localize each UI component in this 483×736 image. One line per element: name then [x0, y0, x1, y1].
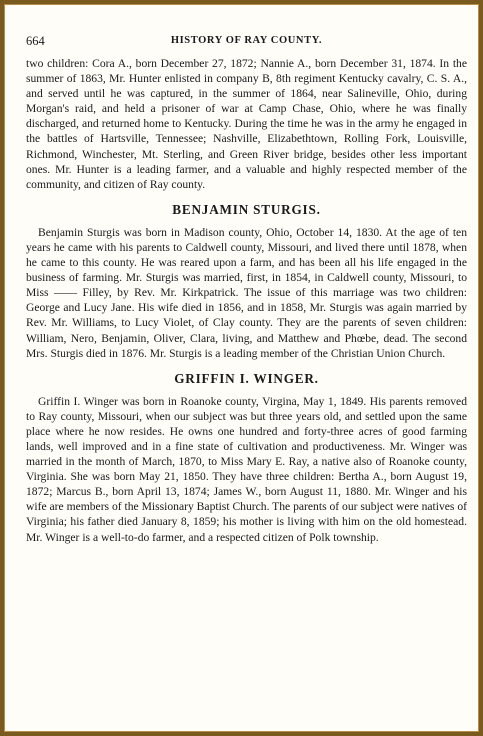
book-page — [26, 34, 467, 545]
page-header — [26, 34, 467, 56]
page-number: 664 — [26, 34, 45, 48]
running-title: HISTORY OF RAY COUNTY. — [170, 35, 323, 46]
hunter-biography-paragraph: two children: Cora A., born December 27, 1872; Nannie A., born December 31, 1874. In the summer of 1863, Mr. Hunter enlisted in company B, 8th regiment Kentucky cavalry, C. S. A., and served until he was captured, in the summer of 1864, near Salineville, Ohio, during Morgan's raid, and held a prisoner of war at Camp Chase, Ohio, where he was finally discharged, and returned home to Kentucky. During the time he was in the army he engaged in the battles of Hartsville, Tennessee; Nashville, Elizabethtown, Rolling Fork, Louisville, Richmond, Winchester, Mt. Sterling, and Green River bridge, besides other less important ones. Mr. Hunter is a leading farmer, and a valuable and highly respected member of the community, and citizen of Ray county. — [26, 57, 467, 191]
winger-section-title: GRIFFIN I. WINGER. — [174, 370, 319, 386]
sturgis-biography-paragraph: Benjamin Sturgis was born in Madison county, Ohio, October 14, 1830. At the age of ten years he came with his parents to Caldwell county, Missouri, and lived there until 1878, when he came to this county. He was reared upon a farm, and has been all his life engaged in the business of farming. Mr. Sturgis was married, first, in 1854, in Caldwell county, Missouri, to Miss —— Filley, by Rev. Mr. Kirkpatrick. The issue of this marriage was two children: George and Lucy Jane. His wife died in 1856, and in 1858, Mr. Sturgis was again married by Rev. Mr. Williams, to Lucy Violet, of Clay county. They are the parents of seven children: William, Nero, Benjamin, Oliver, Clara, living, and Matthew and Phœbe, dead. The second Mrs. Sturgis died in 1876. Mr. Sturgis is a leading member of the Christian Union Church. — [26, 225, 467, 360]
winger-biography-paragraph: Griffin I. Winger was born in Roanoke county, Virgina, May 1, 1849. His parents removed to Ray county, Missouri, when our subject was but three years old, and settled upon the same place where he now resides. He owns one hundred and forty-three acres of good farming lands, well improved and in a fine state of cultivation and productiveness. Mr. Winger was married in the month of March, 1870, to Miss Mary E. Ray, a native also of Roanoke county, Virginia. She was born May 21, 1850. They have three children: Bertha A., born August 19, 1872; Marcus B., born April 13, 1874; James W., born August 11, 1880. Mr. Winger and his wife are members of the Missionary Baptist Church. The parents of our subject were natives of Virginia; his father died January 8, 1859; his mother is living with him on the old homestead. Mr. Winger is a well-to-do farmer, and a respected citizen of Polk township. — [26, 394, 467, 544]
sturgis-section-title: BENJAMIN STURGIS. — [172, 201, 321, 217]
